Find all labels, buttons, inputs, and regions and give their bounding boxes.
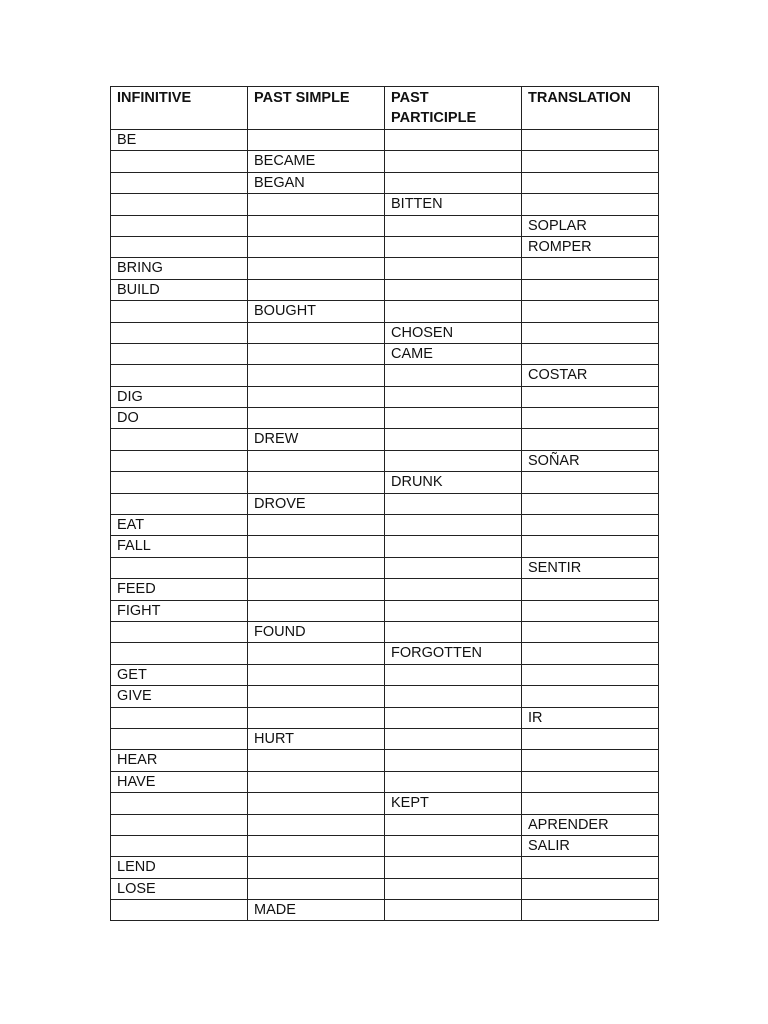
cell-infinitive: LEND bbox=[111, 857, 248, 878]
cell-past-simple bbox=[248, 130, 385, 151]
cell-past-simple bbox=[248, 258, 385, 279]
cell-past-participle: BITTEN bbox=[385, 194, 522, 215]
cell-translation bbox=[522, 750, 659, 771]
table-row bbox=[111, 493, 659, 514]
table-row bbox=[111, 900, 659, 921]
header-infinitive: INFINITIVE bbox=[111, 87, 248, 130]
cell-infinitive bbox=[111, 728, 248, 749]
table-row bbox=[111, 236, 659, 257]
cell-infinitive bbox=[111, 900, 248, 921]
table-row bbox=[111, 322, 659, 343]
cell-past-simple bbox=[248, 536, 385, 557]
cell-translation bbox=[522, 493, 659, 514]
cell-translation bbox=[522, 258, 659, 279]
table-row bbox=[111, 301, 659, 322]
cell-past-simple bbox=[248, 279, 385, 300]
table-row bbox=[111, 450, 659, 471]
cell-infinitive: DIG bbox=[111, 386, 248, 407]
cell-translation bbox=[522, 621, 659, 642]
cell-past-participle bbox=[385, 450, 522, 471]
cell-infinitive: FALL bbox=[111, 536, 248, 557]
table-row bbox=[111, 386, 659, 407]
table-row bbox=[111, 728, 659, 749]
cell-infinitive bbox=[111, 322, 248, 343]
cell-translation bbox=[522, 900, 659, 921]
cell-past-simple bbox=[248, 408, 385, 429]
cell-past-simple bbox=[248, 365, 385, 386]
cell-infinitive: HAVE bbox=[111, 771, 248, 792]
cell-translation bbox=[522, 728, 659, 749]
cell-past-participle bbox=[385, 172, 522, 193]
cell-past-simple bbox=[248, 771, 385, 792]
table-row bbox=[111, 258, 659, 279]
table-row bbox=[111, 771, 659, 792]
cell-translation bbox=[522, 664, 659, 685]
cell-past-participle bbox=[385, 386, 522, 407]
cell-translation: SALIR bbox=[522, 835, 659, 856]
cell-past-simple bbox=[248, 793, 385, 814]
cell-infinitive bbox=[111, 707, 248, 728]
cell-translation: SENTIR bbox=[522, 557, 659, 578]
table-row bbox=[111, 835, 659, 856]
cell-past-participle bbox=[385, 900, 522, 921]
cell-translation bbox=[522, 771, 659, 792]
cell-past-simple: FOUND bbox=[248, 621, 385, 642]
cell-past-participle bbox=[385, 878, 522, 899]
cell-past-participle bbox=[385, 236, 522, 257]
cell-infinitive bbox=[111, 472, 248, 493]
cell-translation bbox=[522, 878, 659, 899]
cell-translation bbox=[522, 172, 659, 193]
cell-past-simple: BEGAN bbox=[248, 172, 385, 193]
table-row bbox=[111, 279, 659, 300]
cell-past-simple: MADE bbox=[248, 900, 385, 921]
cell-past-participle bbox=[385, 750, 522, 771]
cell-infinitive bbox=[111, 621, 248, 642]
cell-infinitive bbox=[111, 215, 248, 236]
cell-past-simple bbox=[248, 450, 385, 471]
irregular-verbs-table bbox=[110, 86, 659, 921]
cell-past-participle bbox=[385, 664, 522, 685]
table-row bbox=[111, 707, 659, 728]
cell-infinitive bbox=[111, 343, 248, 364]
cell-past-participle bbox=[385, 686, 522, 707]
cell-past-simple bbox=[248, 664, 385, 685]
table-row bbox=[111, 365, 659, 386]
cell-translation bbox=[522, 515, 659, 536]
cell-past-simple bbox=[248, 750, 385, 771]
cell-past-participle: CHOSEN bbox=[385, 322, 522, 343]
cell-translation bbox=[522, 429, 659, 450]
table-row bbox=[111, 750, 659, 771]
table-row bbox=[111, 151, 659, 172]
cell-past-simple: DROVE bbox=[248, 493, 385, 514]
cell-translation: SOÑAR bbox=[522, 450, 659, 471]
table-row bbox=[111, 579, 659, 600]
cell-past-participle bbox=[385, 557, 522, 578]
cell-past-participle bbox=[385, 151, 522, 172]
cell-translation bbox=[522, 386, 659, 407]
table-header bbox=[111, 87, 659, 130]
cell-infinitive: HEAR bbox=[111, 750, 248, 771]
cell-past-simple bbox=[248, 600, 385, 621]
cell-past-simple: HURT bbox=[248, 728, 385, 749]
header-past-participle: PAST PARTICIPLE bbox=[385, 87, 522, 130]
cell-past-participle bbox=[385, 579, 522, 600]
cell-translation bbox=[522, 151, 659, 172]
table-row bbox=[111, 814, 659, 835]
cell-past-simple: BOUGHT bbox=[248, 301, 385, 322]
cell-infinitive bbox=[111, 557, 248, 578]
cell-past-participle: KEPT bbox=[385, 793, 522, 814]
cell-infinitive: BE bbox=[111, 130, 248, 151]
table-row bbox=[111, 172, 659, 193]
header-translation: TRANSLATION bbox=[522, 87, 659, 130]
cell-infinitive: EAT bbox=[111, 515, 248, 536]
cell-infinitive bbox=[111, 429, 248, 450]
cell-translation bbox=[522, 643, 659, 664]
cell-translation: ROMPER bbox=[522, 236, 659, 257]
cell-past-participle bbox=[385, 857, 522, 878]
cell-translation bbox=[522, 536, 659, 557]
cell-past-participle bbox=[385, 365, 522, 386]
table-row bbox=[111, 857, 659, 878]
cell-past-simple bbox=[248, 686, 385, 707]
cell-translation: COSTAR bbox=[522, 365, 659, 386]
cell-infinitive bbox=[111, 172, 248, 193]
cell-past-simple bbox=[248, 236, 385, 257]
cell-past-simple bbox=[248, 857, 385, 878]
cell-past-simple bbox=[248, 343, 385, 364]
cell-past-participle bbox=[385, 835, 522, 856]
table-row bbox=[111, 408, 659, 429]
cell-past-participle bbox=[385, 536, 522, 557]
cell-past-participle bbox=[385, 493, 522, 514]
header-past-simple: PAST SIMPLE bbox=[248, 87, 385, 130]
cell-past-participle bbox=[385, 215, 522, 236]
table-row bbox=[111, 686, 659, 707]
table-row bbox=[111, 343, 659, 364]
table-row bbox=[111, 215, 659, 236]
cell-past-simple bbox=[248, 814, 385, 835]
table-row bbox=[111, 793, 659, 814]
cell-translation bbox=[522, 686, 659, 707]
cell-past-participle bbox=[385, 814, 522, 835]
cell-past-simple bbox=[248, 835, 385, 856]
cell-past-simple bbox=[248, 194, 385, 215]
cell-past-simple bbox=[248, 878, 385, 899]
cell-past-simple bbox=[248, 557, 385, 578]
cell-past-participle bbox=[385, 728, 522, 749]
cell-infinitive bbox=[111, 151, 248, 172]
cell-translation bbox=[522, 194, 659, 215]
cell-translation bbox=[522, 472, 659, 493]
cell-infinitive: DO bbox=[111, 408, 248, 429]
table-body bbox=[111, 130, 659, 921]
cell-past-simple bbox=[248, 215, 385, 236]
header-row bbox=[111, 87, 659, 130]
cell-past-participle: CAME bbox=[385, 343, 522, 364]
cell-past-simple bbox=[248, 472, 385, 493]
table-row bbox=[111, 429, 659, 450]
cell-past-participle bbox=[385, 408, 522, 429]
table-row bbox=[111, 472, 659, 493]
cell-infinitive: BRING bbox=[111, 258, 248, 279]
cell-past-participle bbox=[385, 429, 522, 450]
cell-translation bbox=[522, 600, 659, 621]
cell-infinitive: GIVE bbox=[111, 686, 248, 707]
cell-infinitive bbox=[111, 301, 248, 322]
cell-infinitive: FIGHT bbox=[111, 600, 248, 621]
cell-translation bbox=[522, 322, 659, 343]
cell-infinitive bbox=[111, 793, 248, 814]
table-row bbox=[111, 194, 659, 215]
table-row bbox=[111, 536, 659, 557]
cell-translation bbox=[522, 301, 659, 322]
table-row bbox=[111, 515, 659, 536]
cell-past-participle bbox=[385, 130, 522, 151]
cell-past-participle bbox=[385, 301, 522, 322]
cell-infinitive bbox=[111, 493, 248, 514]
cell-past-participle bbox=[385, 600, 522, 621]
cell-translation: IR bbox=[522, 707, 659, 728]
table-row bbox=[111, 600, 659, 621]
cell-translation bbox=[522, 793, 659, 814]
cell-past-participle bbox=[385, 279, 522, 300]
cell-past-participle bbox=[385, 771, 522, 792]
cell-translation bbox=[522, 279, 659, 300]
cell-past-simple bbox=[248, 322, 385, 343]
table-row bbox=[111, 878, 659, 899]
cell-past-participle: DRUNK bbox=[385, 472, 522, 493]
cell-translation bbox=[522, 130, 659, 151]
cell-past-participle bbox=[385, 621, 522, 642]
cell-infinitive bbox=[111, 194, 248, 215]
cell-translation: SOPLAR bbox=[522, 215, 659, 236]
cell-past-simple bbox=[248, 386, 385, 407]
cell-translation bbox=[522, 343, 659, 364]
table-row bbox=[111, 643, 659, 664]
cell-past-participle bbox=[385, 258, 522, 279]
table-row bbox=[111, 664, 659, 685]
cell-infinitive bbox=[111, 643, 248, 664]
cell-past-simple bbox=[248, 643, 385, 664]
cell-past-participle bbox=[385, 515, 522, 536]
cell-infinitive bbox=[111, 450, 248, 471]
cell-infinitive bbox=[111, 365, 248, 386]
cell-infinitive: GET bbox=[111, 664, 248, 685]
cell-past-simple bbox=[248, 707, 385, 728]
cell-translation bbox=[522, 857, 659, 878]
cell-past-participle bbox=[385, 707, 522, 728]
cell-past-simple: DREW bbox=[248, 429, 385, 450]
table-row bbox=[111, 130, 659, 151]
table-row bbox=[111, 557, 659, 578]
cell-infinitive: FEED bbox=[111, 579, 248, 600]
cell-infinitive bbox=[111, 814, 248, 835]
cell-infinitive: LOSE bbox=[111, 878, 248, 899]
cell-translation bbox=[522, 408, 659, 429]
cell-past-participle: FORGOTTEN bbox=[385, 643, 522, 664]
cell-infinitive bbox=[111, 835, 248, 856]
table-row bbox=[111, 621, 659, 642]
cell-translation bbox=[522, 579, 659, 600]
cell-infinitive: BUILD bbox=[111, 279, 248, 300]
cell-translation: APRENDER bbox=[522, 814, 659, 835]
cell-infinitive bbox=[111, 236, 248, 257]
cell-past-simple bbox=[248, 515, 385, 536]
cell-past-simple bbox=[248, 579, 385, 600]
cell-past-simple: BECAME bbox=[248, 151, 385, 172]
